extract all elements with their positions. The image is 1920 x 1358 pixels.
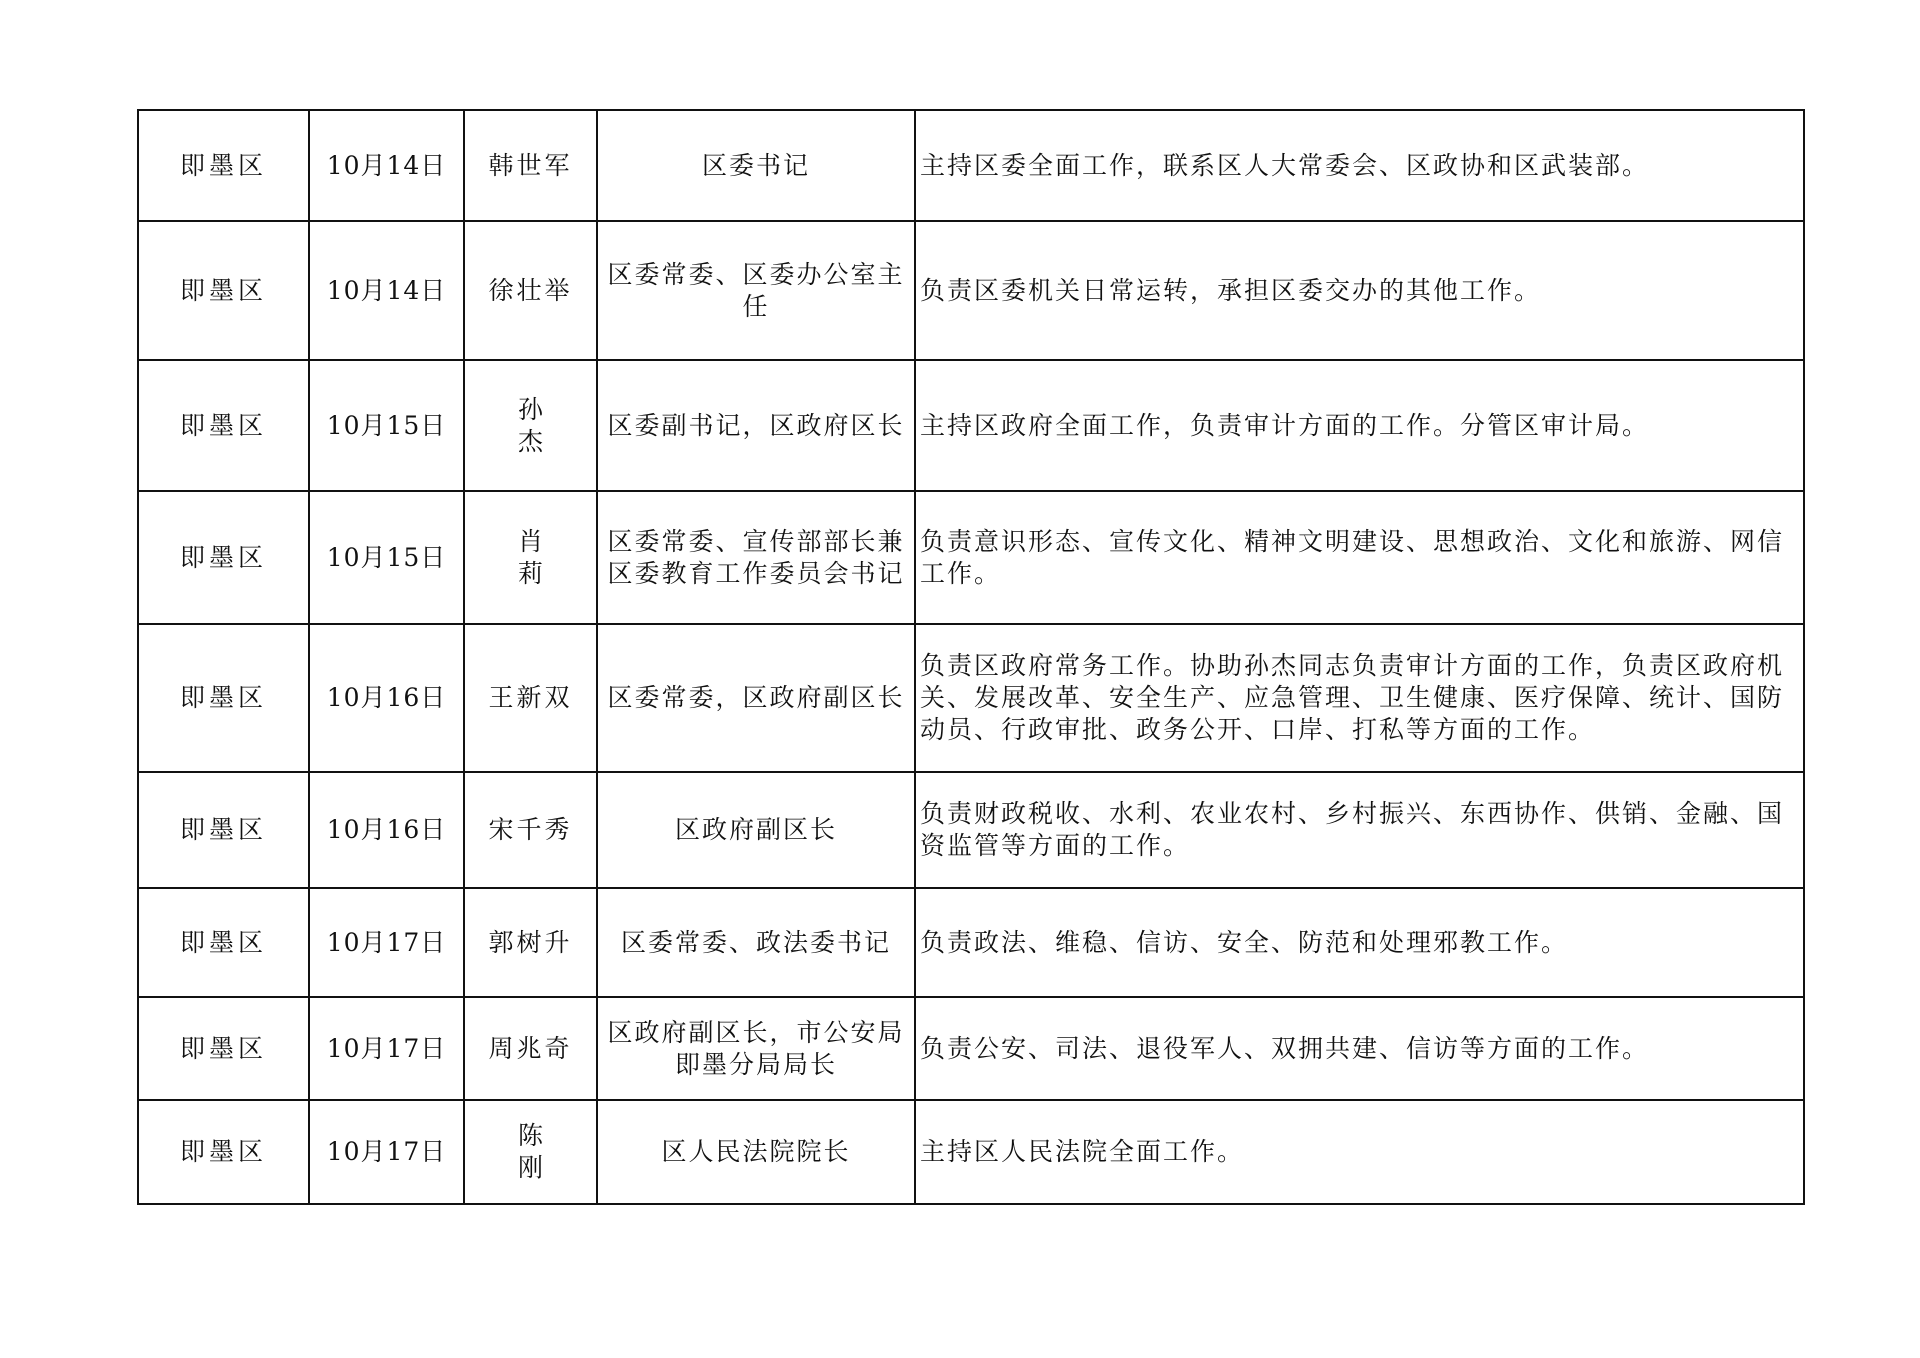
table-row <box>138 360 1804 491</box>
duties-cell: 负责公安、司法、退役军人、双拥共建、信访等方面的工作。 <box>915 997 1804 1100</box>
leader-duty-table <box>137 109 1805 1205</box>
position-cell: 区委副书记，区政府区长 <box>597 360 915 491</box>
date-cell: 10月14日 <box>309 221 464 360</box>
table-row <box>138 110 1804 221</box>
table-row <box>138 1100 1804 1204</box>
date-cell: 10月17日 <box>309 888 464 997</box>
name-cell: 王新双 <box>464 624 597 772</box>
district-cell: 即墨区 <box>138 888 309 997</box>
duties-cell: 负责意识形态、宣传文化、精神文明建设、思想政治、文化和旅游、网信工作。 <box>915 491 1804 624</box>
date-cell: 10月15日 <box>309 360 464 491</box>
name-cell: 韩世军 <box>464 110 597 221</box>
position-cell: 区政府副区长 <box>597 772 915 888</box>
table-row <box>138 491 1804 624</box>
duties-cell: 负责区政府常务工作。协助孙杰同志负责审计方面的工作，负责区政府机关、发展改革、安全生产、应急管理、卫生健康、医疗保障、统计、国防动员、行政审批、政务公开、口岸、打私等方面的工作。 <box>915 624 1804 772</box>
position-cell: 区委书记 <box>597 110 915 221</box>
name-cell: 宋千秀 <box>464 772 597 888</box>
position-cell: 区委常委，区政府副区长 <box>597 624 915 772</box>
table-row <box>138 624 1804 772</box>
district-cell: 即墨区 <box>138 997 309 1100</box>
duties-cell: 负责财政税收、水利、农业农村、乡村振兴、东西协作、供销、金融、国资监管等方面的工作。 <box>915 772 1804 888</box>
district-cell: 即墨区 <box>138 1100 309 1204</box>
date-cell: 10月16日 <box>309 772 464 888</box>
position-cell: 区委常委、政法委书记 <box>597 888 915 997</box>
duties-cell: 负责政法、维稳、信访、安全、防范和处理邪教工作。 <box>915 888 1804 997</box>
date-cell: 10月15日 <box>309 491 464 624</box>
table-row <box>138 772 1804 888</box>
name-cell: 孙杰 <box>464 360 597 491</box>
date-cell: 10月16日 <box>309 624 464 772</box>
district-cell: 即墨区 <box>138 221 309 360</box>
date-cell: 10月17日 <box>309 1100 464 1204</box>
date-cell: 10月17日 <box>309 997 464 1100</box>
table-row <box>138 997 1804 1100</box>
position-cell: 区委常委、宣传部部长兼区委教育工作委员会书记 <box>597 491 915 624</box>
table-row <box>138 221 1804 360</box>
district-cell: 即墨区 <box>138 110 309 221</box>
duties-cell: 负责区委机关日常运转，承担区委交办的其他工作。 <box>915 221 1804 360</box>
duties-cell: 主持区人民法院全面工作。 <box>915 1100 1804 1204</box>
name-cell: 郭树升 <box>464 888 597 997</box>
position-cell: 区委常委、区委办公室主任 <box>597 221 915 360</box>
duties-cell: 主持区委全面工作，联系区人大常委会、区政协和区武装部。 <box>915 110 1804 221</box>
name-cell: 陈刚 <box>464 1100 597 1204</box>
position-cell: 区政府副区长，市公安局即墨分局局长 <box>597 997 915 1100</box>
district-cell: 即墨区 <box>138 360 309 491</box>
date-cell: 10月14日 <box>309 110 464 221</box>
duties-cell: 主持区政府全面工作，负责审计方面的工作。分管区审计局。 <box>915 360 1804 491</box>
name-cell: 周兆奇 <box>464 997 597 1100</box>
district-cell: 即墨区 <box>138 772 309 888</box>
district-cell: 即墨区 <box>138 491 309 624</box>
district-cell: 即墨区 <box>138 624 309 772</box>
table-row <box>138 888 1804 997</box>
position-cell: 区人民法院院长 <box>597 1100 915 1204</box>
name-cell: 徐壮举 <box>464 221 597 360</box>
name-cell: 肖莉 <box>464 491 597 624</box>
